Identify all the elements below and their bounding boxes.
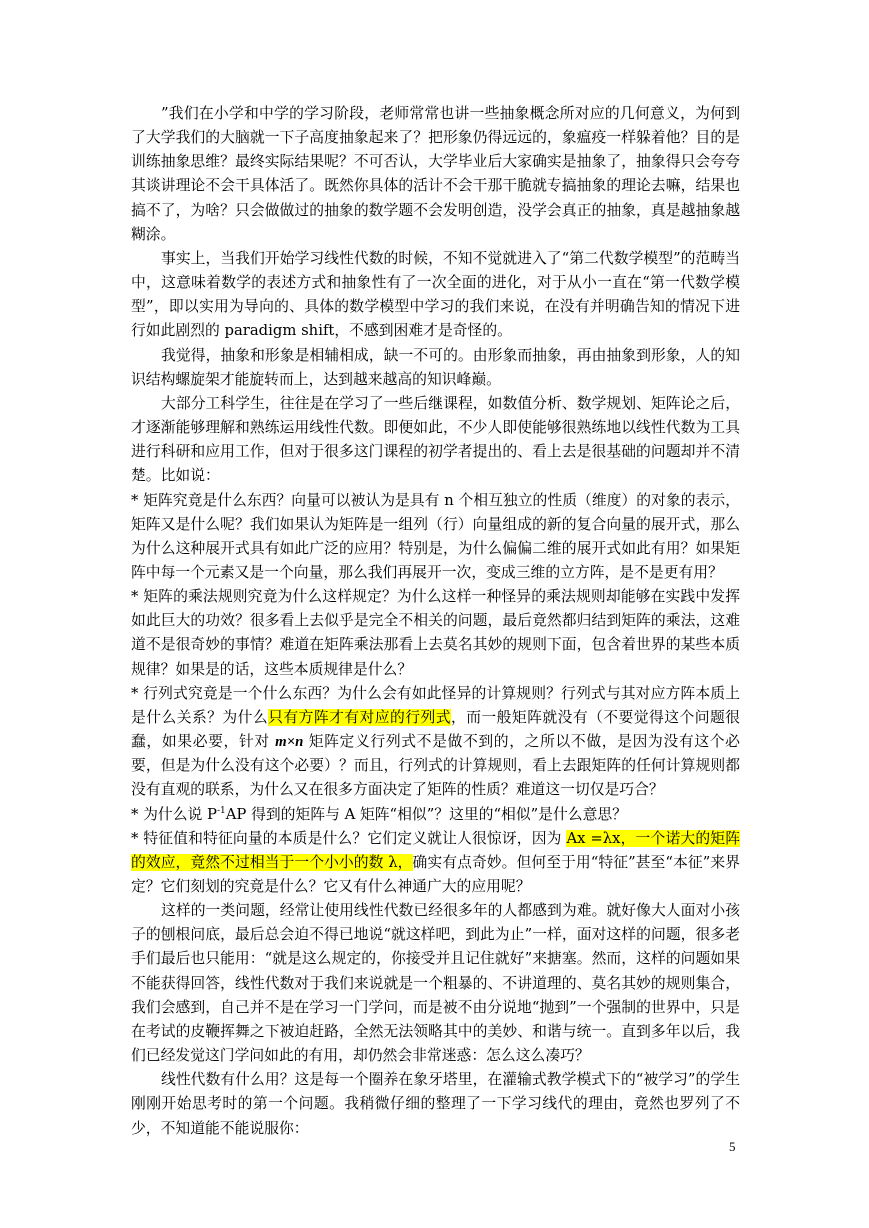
- math-n: n: [295, 734, 304, 751]
- page-number: 5: [729, 1139, 736, 1154]
- text-run: ，而一般矩阵就没有（不要觉得这个问题很蠢，如果必要，针对: [131, 708, 740, 751]
- math-m: m: [275, 734, 287, 751]
- text-run: AP 得到的矩阵与 A 矩阵“相似”？这里的“相似”是什么意思？: [225, 805, 627, 823]
- paragraph: 大部分工科学生，往往是在学习了一些后继课程，如数值分析、数学规划、矩阵论之后，才逐渐能够理解和熟练运用线性代数。即便如此，不少人即使能够很熟练地以线性代数为工具进行科研和应用工作，但对于很多这门课程的初学者提出的、看上去是很基础的问题却并不清楚。比如说：: [131, 394, 740, 485]
- text-run: 确实有点奇妙。但何至于用“特征”甚至“本征”来界定？它们刻划的究竟是什么？它又有什么神通广大的应用呢？: [131, 853, 740, 895]
- text-run: * 为什么说 P: [131, 805, 217, 823]
- highlighted-text: Ax =λx，一个诺大的矩阵的效应，竟然不过相当于一个小小的数 λ，: [131, 829, 741, 871]
- text-run: * 特征值和特征向量的本质是什么？它们定义就让人很惊讶，因为: [131, 829, 567, 847]
- text-run: * 行列式究竟是一个什么东西？为什么会有如此怪异的计算规则？行列式与其对应方阵本质上是什么关系？为什么: [131, 684, 740, 726]
- superscript: -1: [216, 805, 226, 816]
- document-body: [131, 102, 740, 1141]
- question-item: * 矩阵的乘法规则究竟为什么这样规定？为什么这样一种怪异的乘法规则却能够在实践中发挥如此巨大的功效？很多看上去似乎是完全不相关的问题，最后竟然都归结到矩阵的乘法，这难道不是很奇妙的事情？难道在矩阵乘法那看上去莫名其妙的规则下面，包含着世界的某些本质规律？如果是的话，这些本质规律是什么？: [131, 588, 740, 678]
- question-item: [131, 803, 740, 827]
- question-item: [131, 827, 740, 899]
- highlighted-text: 只有方阵才有对应的行列式: [268, 708, 451, 726]
- paragraph: 线性代数有什么用？这是每一个圈养在象牙塔里，在灌输式教学模式下的“被学习”的学生刚刚开始思考时的第一个问题。我稍微仔细的整理了一下学习线代的理由，竟然也罗列了不少，不知道能不能说服你：: [131, 1071, 740, 1137]
- question-item: * 矩阵究竟是什么东西？向量可以被认为是具有 n 个相互独立的性质（维度）的对象的表示，矩阵又是什么呢？我们如果认为矩阵是一组列（行）向量组成的新的复合向量的展开式，那么为什么这种展开式具有如此广泛的应用？特别是，为什么偏偏二维的展开式如此有用？如果矩阵中每一个元素又是一个向量，那么我们再展开一次，变成三维的立方阵，是不是更有用？: [131, 491, 740, 581]
- paragraph: 这样的一类问题，经常让使用线性代数已经很多年的人都感到为难。就好像大人面对小孩子的刨根问底，最后总会迫不得已地说“就这样吧，到此为止”一样，面对这样的问题，很多老手们最后也只能用：“就是这么规定的，你接受并且记住就好”来搪塞。然而，这样的问题如果不能获得回答，线性代数对于我们来说就是一个粗暴的、不讲道理的、莫名其妙的规则集合，我们会感到，自己并不是在学习一门学问，而是被不由分说地“抛到”一个强制的世界中，只是在考试的皮鞭挥舞之下被迫赶路，全然无法领略其中的美妙、和谐与统一。直到多年以后，我们已经发觉这门学问如此的有用，却仍然会非常迷惑：怎么这么凑巧？: [131, 902, 740, 1065]
- paragraph: 事实上，当我们开始学习线性代数的时候，不知不觉就进入了“第二代数学模型”的范畴当中，这意味着数学的表述方式和抽象性有了一次全面的进化，对于从小一直在“第一代数学模型”，即以实用为导向的、具体的数学模型中学习的我们来说，在没有并明确告知的情况下进行如此剧烈的 paradigm shift，不感到困难才是奇怪的。: [131, 249, 740, 340]
- text-run: 矩阵定义行列式不是做不到的，之所以不做，是因为没有这个必要，但是为什么没有这个必要）？而且，行列式的计算规则，看上去跟矩阵的任何计算规则都没有直观的联系，为什么又在很多方面决定了矩阵的性质？难道这一切仅是巧合？: [131, 733, 740, 799]
- math-times: ×: [286, 734, 296, 751]
- paragraph: ”我们在小学和中学的学习阶段，老师常常也讲一些抽象概念所对应的几何意义，为何到了大学我们的大脑就一下子高度抽象起来了？把形象仍得远远的，象瘟疫一样躲着他？目的是训练抽象思维？最终实际结果呢？不可否认，大学毕业后大家确实是抽象了，抽象得只会夸夸其谈讲理论不会干具体活了。既然你具体的活计不会干那干脆就专搞抽象的理论去嘛，结果也搞不了，为啥？只会做做过的抽象的数学题不会发明创造，没学会真正的抽象，真是越抽象越糊涂。: [131, 105, 740, 243]
- question-item: [131, 682, 740, 803]
- paragraph: 我觉得，抽象和形象是相辅相成，缺一不可的。由形象而抽象，再由抽象到形象，人的知识结构螺旋架才能旋转而上，达到越来越高的知识峰巅。: [131, 346, 740, 388]
